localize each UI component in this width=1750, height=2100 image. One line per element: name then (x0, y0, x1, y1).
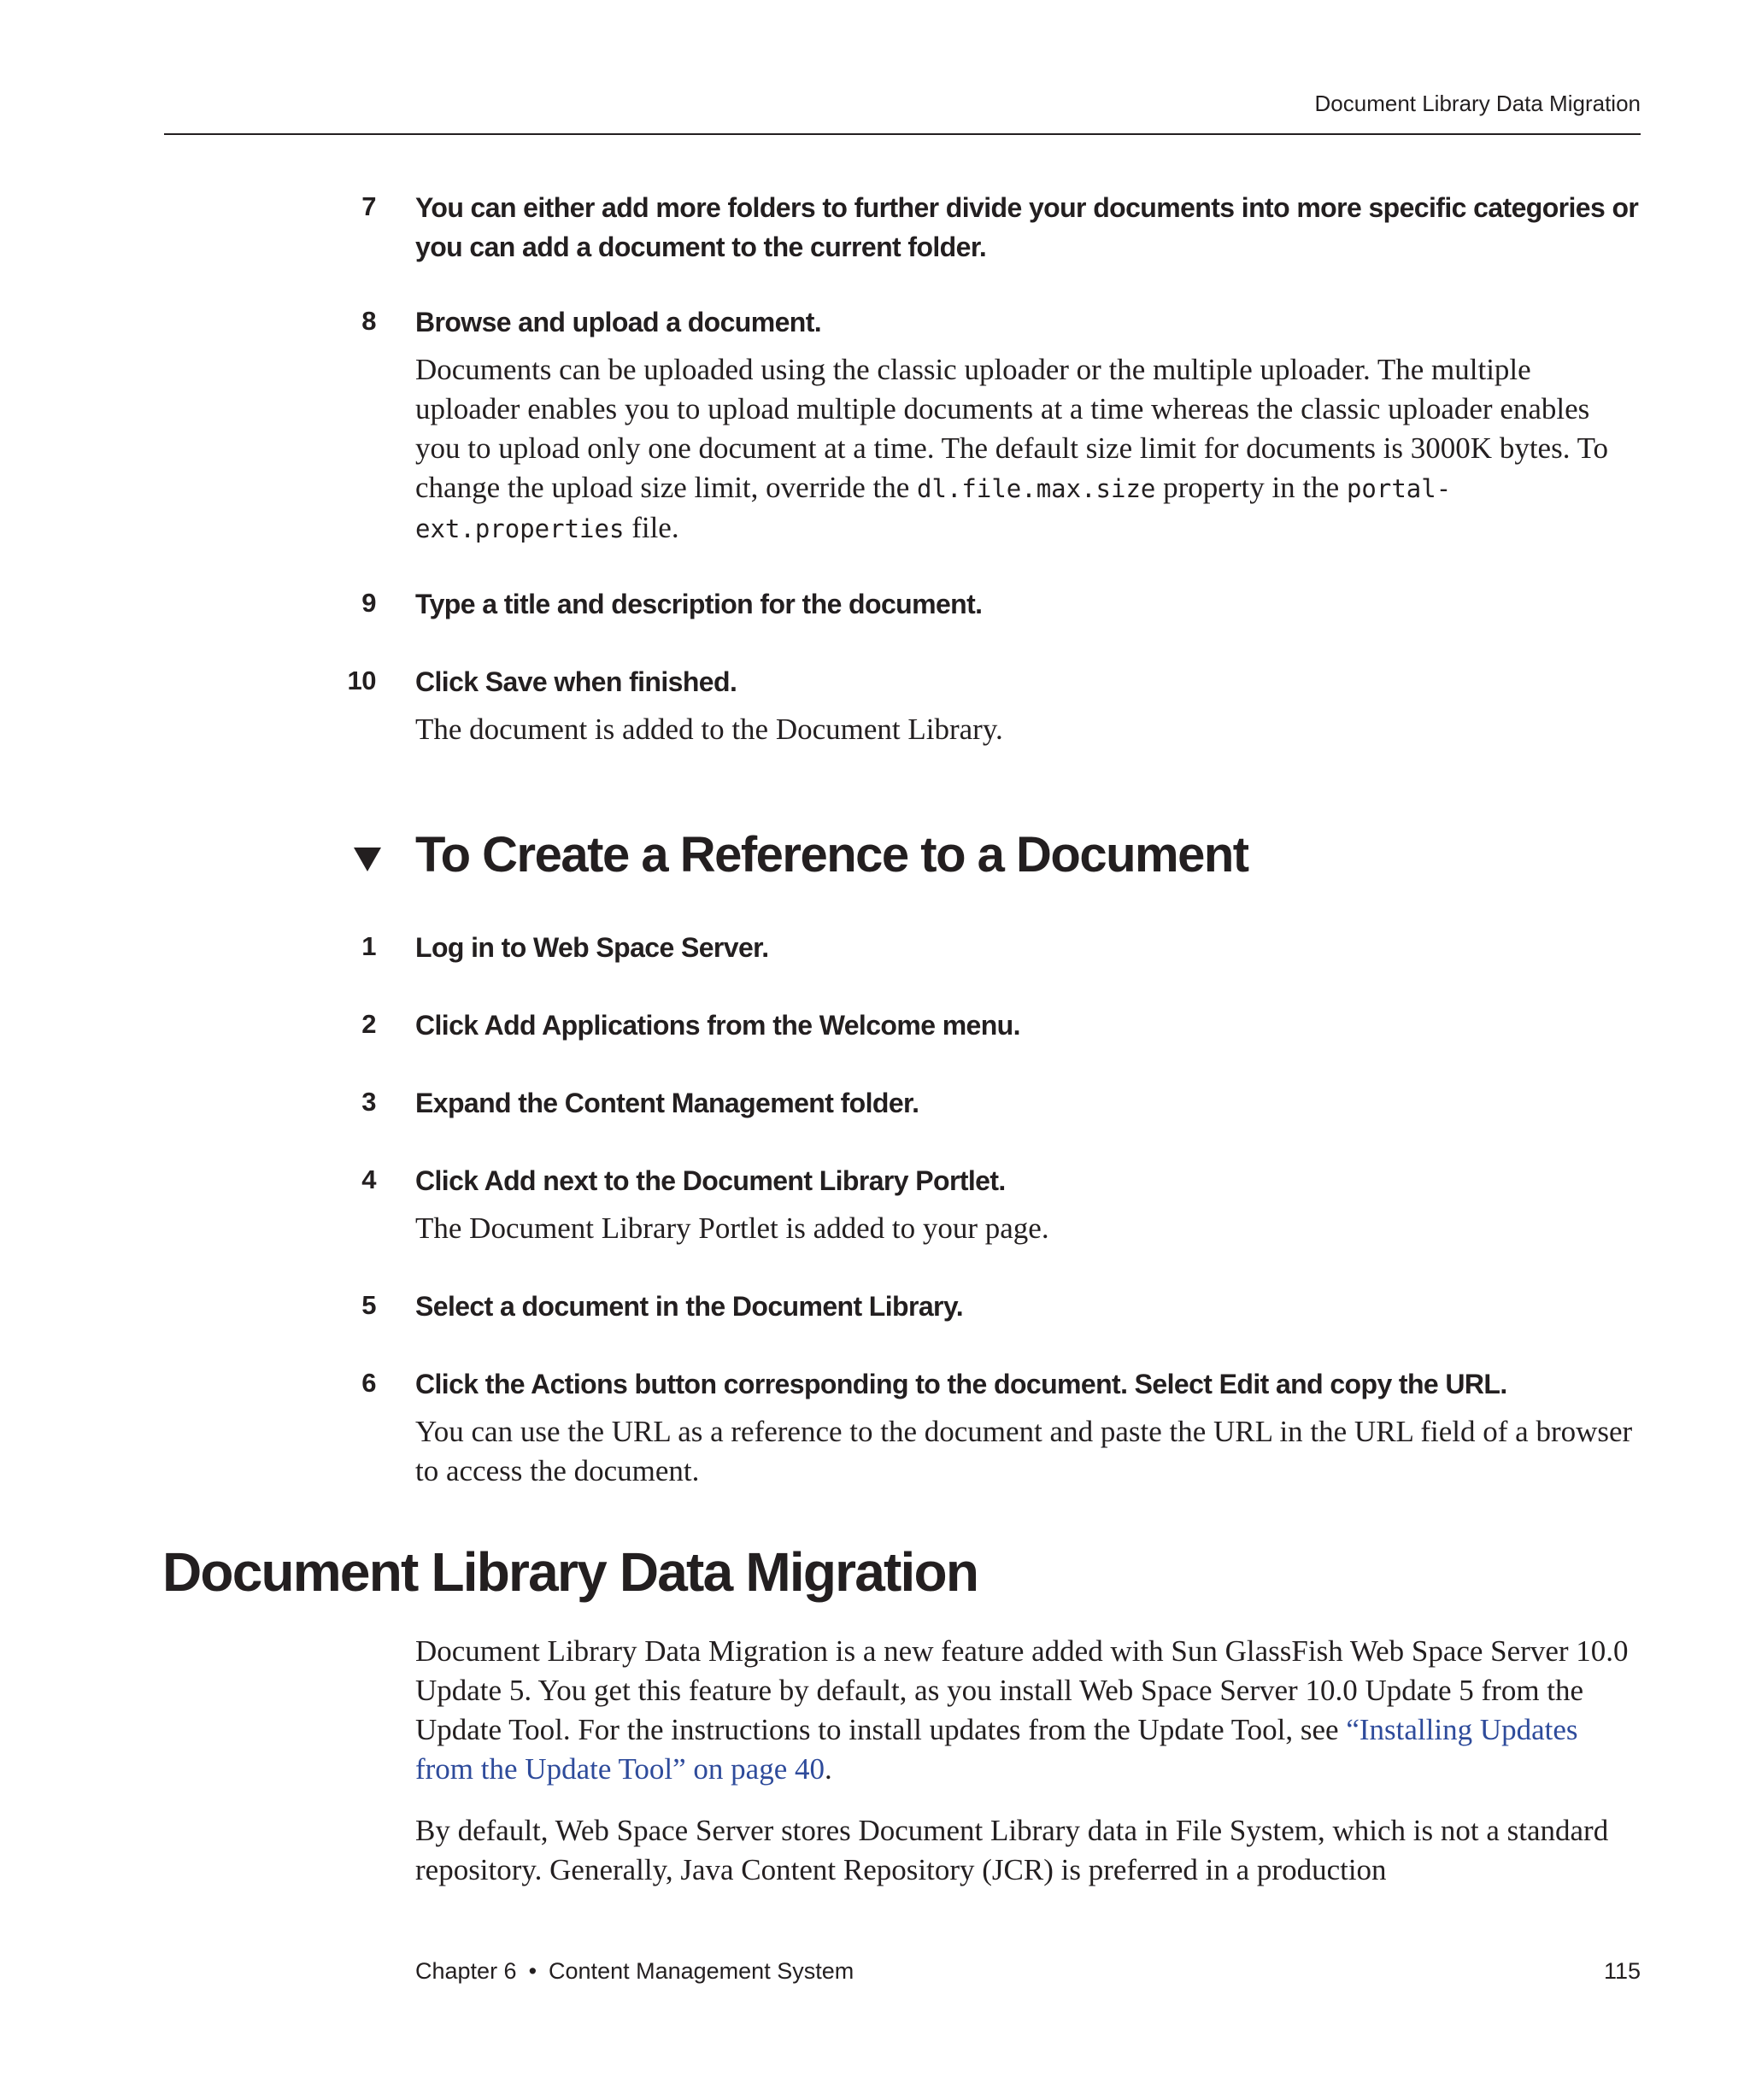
step-body: The Document Library Portlet is added to your page. (415, 1211, 1049, 1245)
step-number: 3 (361, 1087, 376, 1117)
running-header: Document Library Data Migration (1314, 91, 1641, 116)
footer-page-number: 115 (1603, 1958, 1641, 1984)
footer-bullet: • (528, 1958, 537, 1984)
step-title: Log in to Web Space Server. (415, 932, 769, 963)
section-heading: Document Library Data Migration (162, 1541, 978, 1603)
footer-chapter: Chapter 6 • Content Management System (415, 1958, 854, 1984)
step-number: 10 (347, 666, 376, 695)
step-title: Expand the Content Management folder. (415, 1088, 919, 1118)
step-title: Click the Actions button corresponding to the document. Select Edit and copy the URL. (415, 1369, 1507, 1399)
step-number: 1 (361, 931, 376, 961)
step-number: 8 (361, 306, 376, 336)
step-number: 9 (361, 588, 376, 618)
step-title: Click Add Applications from the Welcome menu. (415, 1010, 1020, 1041)
step-number: 5 (361, 1290, 376, 1320)
step-body: Documents can be uploaded using the classic uploader or the multiple uploader. The multiple uploader enables you to upload multiple documents at a time whereas the classic uploader enables you to upload only one document at a time. The default size limit for documents is 3000K bytes. To change the upload size limit, override the dl.file.max.size property in the portal-ext.properties file. (415, 353, 1609, 544)
step-title: You can either add more folders to further divide your documents into more specific categories or you can add a document to the current folder. (415, 192, 1639, 262)
step-title: Click Save when finished. (415, 666, 737, 697)
code-file-name: portal-ext.properties (415, 474, 1452, 543)
procedure-triangle-icon (354, 848, 381, 871)
step-body: You can use the URL as a reference to the document and paste the URL in the URL field of a browser to access the document. (415, 1415, 1633, 1487)
code-property-name: dl.file.max.size (917, 474, 1156, 503)
step-body: The document is added to the Document Library. (415, 713, 1003, 746)
step-number: 6 (361, 1368, 376, 1398)
step-number: 7 (361, 191, 376, 221)
section-paragraph-2: By default, Web Space Server stores Document Library data in File System, which is not a standard repository. Generally, Java Content Repository (JCR) is preferred in a production (415, 1814, 1609, 1886)
step-title: Click Add next to the Document Library Portlet. (415, 1165, 1006, 1196)
header-rule (164, 133, 1641, 135)
step-number: 4 (361, 1164, 376, 1194)
step-title: Select a document in the Document Library. (415, 1291, 964, 1322)
section-paragraph-1: Document Library Data Migration is a new feature added with Sun GlassFish Web Space Server 10.0 Update 5. You get this feature by default, as you install Web Space Server 10.0 Update 5 from the Update Tool. For the instructions to install updates from the Update Tool, see “Installing Updates from the Update Tool” on page 40. (415, 1634, 1629, 1786)
cross-reference-link[interactable]: “Installing Updates from the Update Tool” on page 40 (415, 1713, 1578, 1786)
step-title: Type a title and description for the document. (415, 589, 983, 619)
step-number: 2 (361, 1009, 376, 1039)
step-title: Browse and upload a document. (415, 307, 822, 337)
procedure-heading-text: To Create a Reference to a Document (415, 827, 1248, 883)
